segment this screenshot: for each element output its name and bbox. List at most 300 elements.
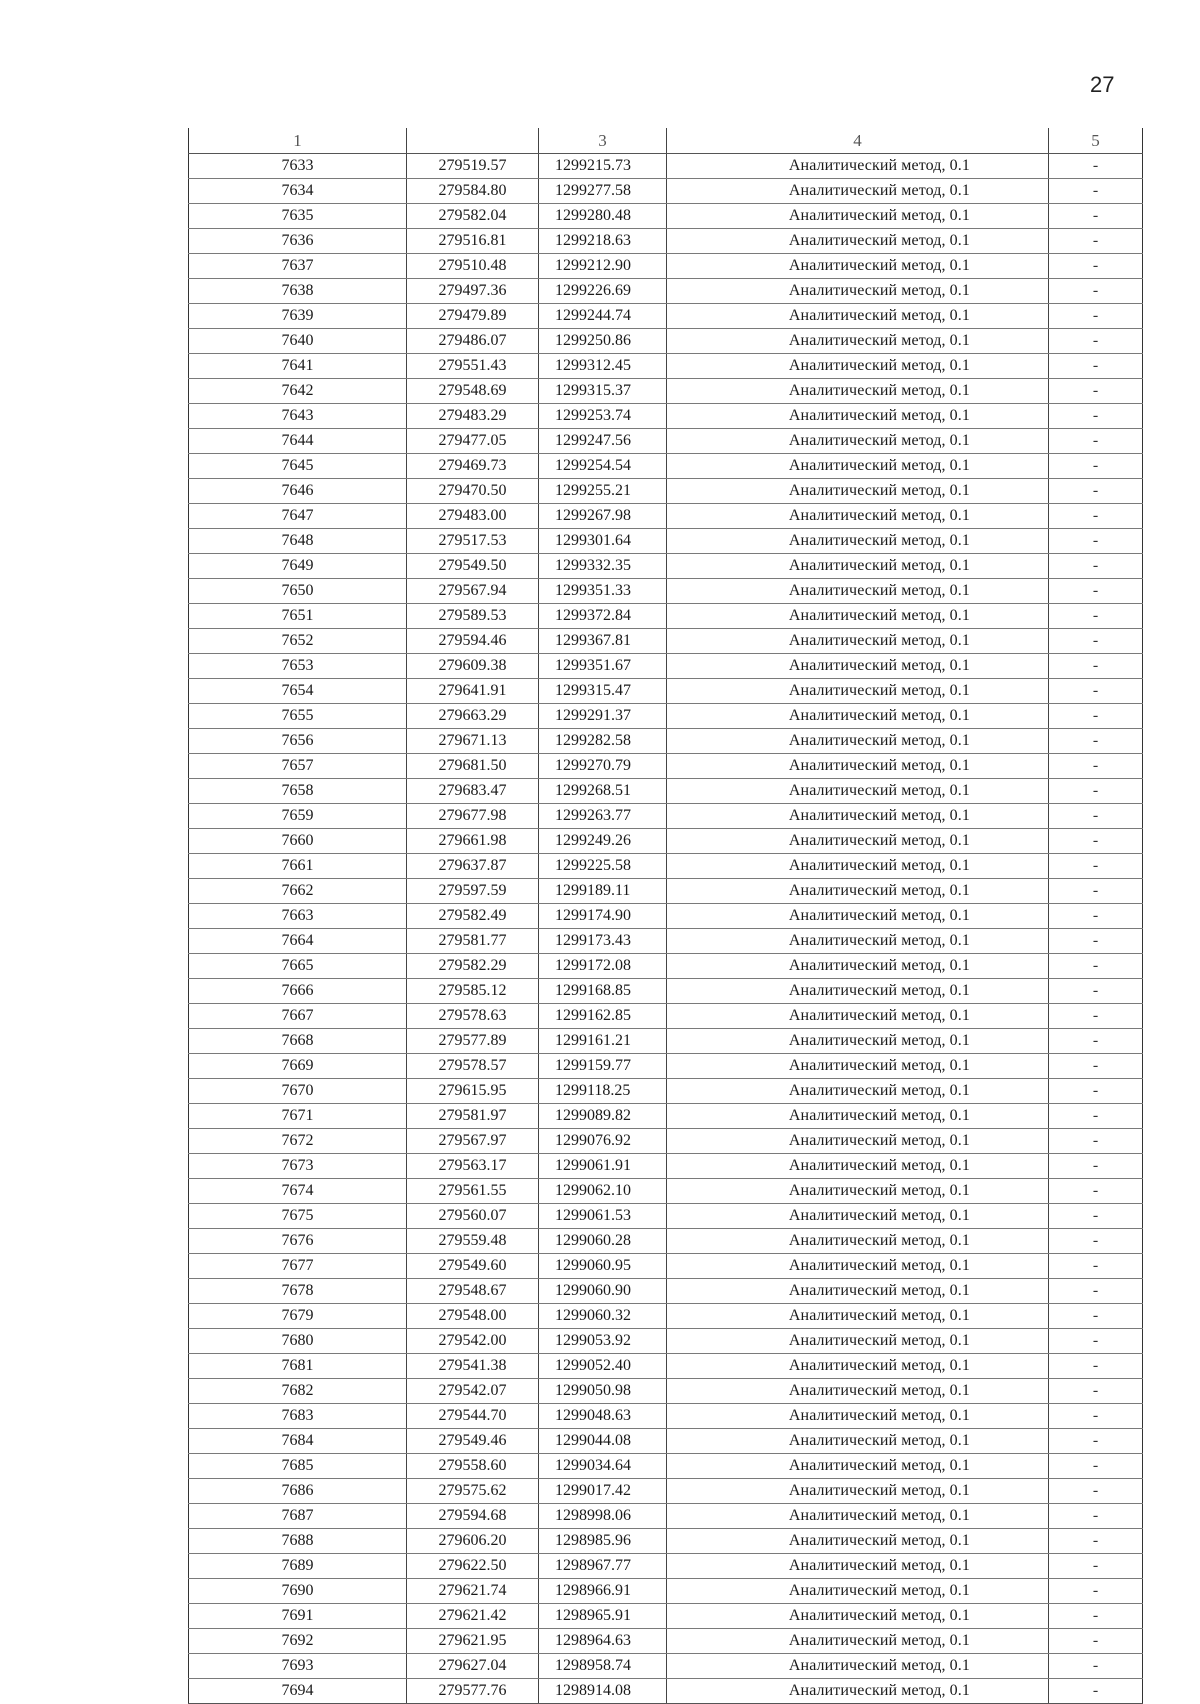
table-row (189, 1454, 1143, 1479)
note-cell: - (1049, 479, 1143, 504)
method-cell: Аналитический метод, 0.1 (667, 1329, 1049, 1354)
note-cell: - (1049, 1454, 1143, 1479)
x-coordinate-cell: 279483.00 (407, 504, 539, 529)
point-number-cell: 7649 (189, 554, 407, 579)
note-cell: - (1049, 1179, 1143, 1204)
x-coordinate-cell: 279479.89 (407, 304, 539, 329)
y-coordinate-cell: 1299060.90 (539, 1279, 667, 1304)
note-cell: - (1049, 154, 1143, 179)
method-cell: Аналитический метод, 0.1 (667, 954, 1049, 979)
point-number-cell: 7646 (189, 479, 407, 504)
header-row (189, 128, 1143, 154)
y-coordinate-cell: 1299061.53 (539, 1204, 667, 1229)
x-coordinate-cell: 279637.87 (407, 854, 539, 879)
point-number-cell: 7669 (189, 1054, 407, 1079)
point-number-cell: 7663 (189, 904, 407, 929)
y-coordinate-cell: 1299044.08 (539, 1429, 667, 1454)
y-coordinate-cell: 1299212.90 (539, 254, 667, 279)
x-coordinate-cell: 279548.69 (407, 379, 539, 404)
table-row (189, 304, 1143, 329)
note-cell: - (1049, 254, 1143, 279)
point-number-cell: 7651 (189, 604, 407, 629)
method-cell: Аналитический метод, 0.1 (667, 754, 1049, 779)
method-cell: Аналитический метод, 0.1 (667, 1054, 1049, 1079)
point-number-cell: 7639 (189, 304, 407, 329)
header-col-4: 4 (667, 128, 1049, 154)
table-row (189, 1229, 1143, 1254)
method-cell: Аналитический метод, 0.1 (667, 429, 1049, 454)
note-cell: - (1049, 529, 1143, 554)
table-row (189, 1529, 1143, 1554)
method-cell: Аналитический метод, 0.1 (667, 1379, 1049, 1404)
note-cell: - (1049, 679, 1143, 704)
table-row (189, 1204, 1143, 1229)
method-cell: Аналитический метод, 0.1 (667, 404, 1049, 429)
table-row (189, 1304, 1143, 1329)
table-body (189, 154, 1143, 1704)
note-cell: - (1049, 954, 1143, 979)
y-coordinate-cell: 1299351.67 (539, 654, 667, 679)
y-coordinate-cell: 1299218.63 (539, 229, 667, 254)
point-number-cell: 7653 (189, 654, 407, 679)
method-cell: Аналитический метод, 0.1 (667, 804, 1049, 829)
x-coordinate-cell: 279542.07 (407, 1379, 539, 1404)
table-row (189, 629, 1143, 654)
point-number-cell: 7666 (189, 979, 407, 1004)
y-coordinate-cell: 1299052.40 (539, 1354, 667, 1379)
y-coordinate-cell: 1299162.85 (539, 1004, 667, 1029)
method-cell: Аналитический метод, 0.1 (667, 1279, 1049, 1304)
y-coordinate-cell: 1299173.43 (539, 929, 667, 954)
x-coordinate-cell: 279663.29 (407, 704, 539, 729)
table-row (189, 504, 1143, 529)
note-cell: - (1049, 1304, 1143, 1329)
method-cell: Аналитический метод, 0.1 (667, 1629, 1049, 1654)
point-number-cell: 7683 (189, 1404, 407, 1429)
y-coordinate-cell: 1299076.92 (539, 1129, 667, 1154)
table-row (189, 1054, 1143, 1079)
point-number-cell: 7685 (189, 1454, 407, 1479)
y-coordinate-cell: 1299017.42 (539, 1479, 667, 1504)
point-number-cell: 7672 (189, 1129, 407, 1154)
note-cell: - (1049, 1354, 1143, 1379)
point-number-cell: 7684 (189, 1429, 407, 1454)
point-number-cell: 7676 (189, 1229, 407, 1254)
table-row (189, 1379, 1143, 1404)
point-number-cell: 7674 (189, 1179, 407, 1204)
point-number-cell: 7641 (189, 354, 407, 379)
method-cell: Аналитический метод, 0.1 (667, 354, 1049, 379)
x-coordinate-cell: 279516.81 (407, 229, 539, 254)
y-coordinate-cell: 1299060.95 (539, 1254, 667, 1279)
y-coordinate-cell: 1299048.63 (539, 1404, 667, 1429)
table-row (189, 1354, 1143, 1379)
table-row (189, 904, 1143, 929)
method-cell: Аналитический метод, 0.1 (667, 479, 1049, 504)
note-cell: - (1049, 454, 1143, 479)
method-cell: Аналитический метод, 0.1 (667, 879, 1049, 904)
page-number: 27 (1090, 72, 1115, 97)
x-coordinate-cell: 279560.07 (407, 1204, 539, 1229)
method-cell: Аналитический метод, 0.1 (667, 454, 1049, 479)
method-cell: Аналитический метод, 0.1 (667, 1104, 1049, 1129)
method-cell: Аналитический метод, 0.1 (667, 1254, 1049, 1279)
y-coordinate-cell: 1299034.64 (539, 1454, 667, 1479)
method-cell: Аналитический метод, 0.1 (667, 1304, 1049, 1329)
table-row (189, 329, 1143, 354)
table-row (189, 979, 1143, 1004)
table-row (189, 829, 1143, 854)
x-coordinate-cell: 279577.89 (407, 1029, 539, 1054)
x-coordinate-cell: 279661.98 (407, 829, 539, 854)
x-coordinate-cell: 279517.53 (407, 529, 539, 554)
method-cell: Аналитический метод, 0.1 (667, 1429, 1049, 1454)
y-coordinate-cell: 1299215.73 (539, 154, 667, 179)
note-cell: - (1049, 1604, 1143, 1629)
note-cell: - (1049, 1279, 1143, 1304)
y-coordinate-cell: 1299332.35 (539, 554, 667, 579)
table-row (189, 1329, 1143, 1354)
header-col-1: 1 (189, 128, 407, 154)
x-coordinate-cell: 279486.07 (407, 329, 539, 354)
method-cell: Аналитический метод, 0.1 (667, 604, 1049, 629)
y-coordinate-cell: 1299225.58 (539, 854, 667, 879)
note-cell: - (1049, 1104, 1143, 1129)
y-coordinate-cell: 1299315.37 (539, 379, 667, 404)
point-number-cell: 7638 (189, 279, 407, 304)
y-coordinate-cell: 1299249.26 (539, 829, 667, 854)
point-number-cell: 7645 (189, 454, 407, 479)
x-coordinate-cell: 279683.47 (407, 779, 539, 804)
x-coordinate-cell: 279582.04 (407, 204, 539, 229)
table-row (189, 354, 1143, 379)
point-number-cell: 7643 (189, 404, 407, 429)
x-coordinate-cell: 279609.38 (407, 654, 539, 679)
note-cell: - (1049, 1004, 1143, 1029)
table-row (189, 229, 1143, 254)
note-cell: - (1049, 354, 1143, 379)
x-coordinate-cell: 279510.48 (407, 254, 539, 279)
note-cell: - (1049, 329, 1143, 354)
method-cell: Аналитический метод, 0.1 (667, 229, 1049, 254)
table-row (189, 1554, 1143, 1579)
note-cell: - (1049, 1054, 1143, 1079)
note-cell: - (1049, 754, 1143, 779)
table-row (189, 1579, 1143, 1604)
table-header (189, 128, 1143, 154)
method-cell: Аналитический метод, 0.1 (667, 629, 1049, 654)
method-cell: Аналитический метод, 0.1 (667, 829, 1049, 854)
note-cell: - (1049, 1579, 1143, 1604)
method-cell: Аналитический метод, 0.1 (667, 304, 1049, 329)
note-cell: - (1049, 379, 1143, 404)
x-coordinate-cell: 279559.48 (407, 1229, 539, 1254)
point-number-cell: 7687 (189, 1504, 407, 1529)
note-cell: - (1049, 229, 1143, 254)
table-row (189, 679, 1143, 704)
y-coordinate-cell: 1299315.47 (539, 679, 667, 704)
y-coordinate-cell: 1299291.37 (539, 704, 667, 729)
method-cell: Аналитический метод, 0.1 (667, 929, 1049, 954)
y-coordinate-cell: 1299372.84 (539, 604, 667, 629)
y-coordinate-cell: 1298958.74 (539, 1654, 667, 1679)
note-cell: - (1049, 554, 1143, 579)
x-coordinate-cell: 279621.74 (407, 1579, 539, 1604)
method-cell: Аналитический метод, 0.1 (667, 779, 1049, 804)
table-row (189, 179, 1143, 204)
method-cell: Аналитический метод, 0.1 (667, 279, 1049, 304)
y-coordinate-cell: 1298965.91 (539, 1604, 667, 1629)
header-col-3: 3 (539, 128, 667, 154)
note-cell: - (1049, 779, 1143, 804)
y-coordinate-cell: 1299172.08 (539, 954, 667, 979)
y-coordinate-cell: 1299118.25 (539, 1079, 667, 1104)
method-cell: Аналитический метод, 0.1 (667, 1204, 1049, 1229)
x-coordinate-cell: 279671.13 (407, 729, 539, 754)
method-cell: Аналитический метод, 0.1 (667, 1129, 1049, 1154)
note-cell: - (1049, 1079, 1143, 1104)
y-coordinate-cell: 1299254.54 (539, 454, 667, 479)
method-cell: Аналитический метод, 0.1 (667, 154, 1049, 179)
method-cell: Аналитический метод, 0.1 (667, 204, 1049, 229)
method-cell: Аналитический метод, 0.1 (667, 704, 1049, 729)
table-row (189, 1154, 1143, 1179)
method-cell: Аналитический метод, 0.1 (667, 1004, 1049, 1029)
table-row (189, 604, 1143, 629)
table-row (189, 1129, 1143, 1154)
method-cell: Аналитический метод, 0.1 (667, 1479, 1049, 1504)
method-cell: Аналитический метод, 0.1 (667, 654, 1049, 679)
point-number-cell: 7640 (189, 329, 407, 354)
y-coordinate-cell: 1299168.85 (539, 979, 667, 1004)
note-cell: - (1049, 1254, 1143, 1279)
x-coordinate-cell: 279597.59 (407, 879, 539, 904)
note-cell: - (1049, 1554, 1143, 1579)
point-number-cell: 7648 (189, 529, 407, 554)
point-number-cell: 7660 (189, 829, 407, 854)
point-number-cell: 7634 (189, 179, 407, 204)
point-number-cell: 7659 (189, 804, 407, 829)
point-number-cell: 7633 (189, 154, 407, 179)
point-number-cell: 7655 (189, 704, 407, 729)
x-coordinate-cell: 279497.36 (407, 279, 539, 304)
point-number-cell: 7671 (189, 1104, 407, 1129)
point-number-cell: 7689 (189, 1554, 407, 1579)
point-number-cell: 7657 (189, 754, 407, 779)
note-cell: - (1049, 904, 1143, 929)
table-row (189, 1479, 1143, 1504)
y-coordinate-cell: 1299367.81 (539, 629, 667, 654)
note-cell: - (1049, 979, 1143, 1004)
y-coordinate-cell: 1298967.77 (539, 1554, 667, 1579)
method-cell: Аналитический метод, 0.1 (667, 1679, 1049, 1704)
note-cell: - (1049, 1629, 1143, 1654)
table-row (189, 254, 1143, 279)
table-row (189, 1179, 1143, 1204)
x-coordinate-cell: 279549.50 (407, 554, 539, 579)
point-number-cell: 7670 (189, 1079, 407, 1104)
table-row (189, 379, 1143, 404)
y-coordinate-cell: 1299280.48 (539, 204, 667, 229)
note-cell: - (1049, 1379, 1143, 1404)
point-number-cell: 7682 (189, 1379, 407, 1404)
table-row (189, 729, 1143, 754)
note-cell: - (1049, 929, 1143, 954)
note-cell: - (1049, 1404, 1143, 1429)
method-cell: Аналитический метод, 0.1 (667, 1079, 1049, 1104)
y-coordinate-cell: 1299250.86 (539, 329, 667, 354)
table-row (189, 404, 1143, 429)
table-row (189, 1429, 1143, 1454)
x-coordinate-cell: 279627.04 (407, 1654, 539, 1679)
y-coordinate-cell: 1299277.58 (539, 179, 667, 204)
table-row (189, 754, 1143, 779)
method-cell: Аналитический метод, 0.1 (667, 1454, 1049, 1479)
y-coordinate-cell: 1299060.32 (539, 1304, 667, 1329)
table-row (189, 854, 1143, 879)
table-row (189, 204, 1143, 229)
x-coordinate-cell: 279563.17 (407, 1154, 539, 1179)
method-cell: Аналитический метод, 0.1 (667, 254, 1049, 279)
table-row (189, 1004, 1143, 1029)
point-number-cell: 7661 (189, 854, 407, 879)
method-cell: Аналитический метод, 0.1 (667, 379, 1049, 404)
y-coordinate-cell: 1298964.63 (539, 1629, 667, 1654)
note-cell: - (1049, 1654, 1143, 1679)
method-cell: Аналитический метод, 0.1 (667, 1154, 1049, 1179)
x-coordinate-cell: 279581.77 (407, 929, 539, 954)
note-cell: - (1049, 579, 1143, 604)
y-coordinate-cell: 1299268.51 (539, 779, 667, 804)
y-coordinate-cell: 1299282.58 (539, 729, 667, 754)
note-cell: - (1049, 1429, 1143, 1454)
x-coordinate-cell: 279567.97 (407, 1129, 539, 1154)
point-number-cell: 7677 (189, 1254, 407, 1279)
x-coordinate-cell: 279519.57 (407, 154, 539, 179)
y-coordinate-cell: 1299226.69 (539, 279, 667, 304)
y-coordinate-cell: 1299351.33 (539, 579, 667, 604)
x-coordinate-cell: 279621.42 (407, 1604, 539, 1629)
note-cell: - (1049, 279, 1143, 304)
y-coordinate-cell: 1299050.98 (539, 1379, 667, 1404)
point-number-cell: 7679 (189, 1304, 407, 1329)
table-row (189, 479, 1143, 504)
point-number-cell: 7644 (189, 429, 407, 454)
point-number-cell: 7680 (189, 1329, 407, 1354)
y-coordinate-cell: 1299312.45 (539, 354, 667, 379)
method-cell: Аналитический метод, 0.1 (667, 979, 1049, 1004)
table-row (189, 554, 1143, 579)
point-number-cell: 7690 (189, 1579, 407, 1604)
table-row (189, 1504, 1143, 1529)
table-row (189, 954, 1143, 979)
point-number-cell: 7642 (189, 379, 407, 404)
note-cell: - (1049, 854, 1143, 879)
x-coordinate-cell: 279483.29 (407, 404, 539, 429)
y-coordinate-cell: 1299159.77 (539, 1054, 667, 1079)
point-number-cell: 7650 (189, 579, 407, 604)
method-cell: Аналитический метод, 0.1 (667, 1354, 1049, 1379)
point-number-cell: 7681 (189, 1354, 407, 1379)
x-coordinate-cell: 279641.91 (407, 679, 539, 704)
note-cell: - (1049, 204, 1143, 229)
x-coordinate-cell: 279477.05 (407, 429, 539, 454)
coordinates-table (188, 128, 1143, 1704)
table-row (189, 1104, 1143, 1129)
x-coordinate-cell: 279548.00 (407, 1304, 539, 1329)
y-coordinate-cell: 1298966.91 (539, 1579, 667, 1604)
x-coordinate-cell: 279551.43 (407, 354, 539, 379)
method-cell: Аналитический метод, 0.1 (667, 1579, 1049, 1604)
y-coordinate-cell: 1299255.21 (539, 479, 667, 504)
table-row (189, 654, 1143, 679)
x-coordinate-cell: 279567.94 (407, 579, 539, 604)
table-row (189, 779, 1143, 804)
method-cell: Аналитический метод, 0.1 (667, 904, 1049, 929)
y-coordinate-cell: 1298985.96 (539, 1529, 667, 1554)
x-coordinate-cell: 279582.49 (407, 904, 539, 929)
note-cell: - (1049, 1154, 1143, 1179)
x-coordinate-cell: 279615.95 (407, 1079, 539, 1104)
x-coordinate-cell: 279548.67 (407, 1279, 539, 1304)
method-cell: Аналитический метод, 0.1 (667, 1029, 1049, 1054)
x-coordinate-cell: 279549.60 (407, 1254, 539, 1279)
y-coordinate-cell: 1299189.11 (539, 879, 667, 904)
method-cell: Аналитический метод, 0.1 (667, 329, 1049, 354)
y-coordinate-cell: 1299053.92 (539, 1329, 667, 1354)
method-cell: Аналитический метод, 0.1 (667, 1529, 1049, 1554)
point-number-cell: 7667 (189, 1004, 407, 1029)
table-row (189, 454, 1143, 479)
x-coordinate-cell: 279577.76 (407, 1679, 539, 1704)
method-cell: Аналитический метод, 0.1 (667, 1554, 1049, 1579)
x-coordinate-cell: 279558.60 (407, 1454, 539, 1479)
point-number-cell: 7637 (189, 254, 407, 279)
table-row (189, 1254, 1143, 1279)
x-coordinate-cell: 279582.29 (407, 954, 539, 979)
point-number-cell: 7662 (189, 879, 407, 904)
note-cell: - (1049, 1479, 1143, 1504)
y-coordinate-cell: 1299263.77 (539, 804, 667, 829)
point-number-cell: 7678 (189, 1279, 407, 1304)
table-row (189, 1404, 1143, 1429)
note-cell: - (1049, 304, 1143, 329)
x-coordinate-cell: 279578.63 (407, 1004, 539, 1029)
x-coordinate-cell: 279575.62 (407, 1479, 539, 1504)
y-coordinate-cell: 1299062.10 (539, 1179, 667, 1204)
method-cell: Аналитический метод, 0.1 (667, 529, 1049, 554)
x-coordinate-cell: 279542.00 (407, 1329, 539, 1354)
table-row (189, 704, 1143, 729)
note-cell: - (1049, 504, 1143, 529)
point-number-cell: 7656 (189, 729, 407, 754)
method-cell: Аналитический метод, 0.1 (667, 554, 1049, 579)
coordinates-table-container (188, 128, 1142, 1704)
x-coordinate-cell: 279541.38 (407, 1354, 539, 1379)
x-coordinate-cell: 279549.46 (407, 1429, 539, 1454)
note-cell: - (1049, 1204, 1143, 1229)
point-number-cell: 7694 (189, 1679, 407, 1704)
x-coordinate-cell: 279561.55 (407, 1179, 539, 1204)
method-cell: Аналитический метод, 0.1 (667, 1229, 1049, 1254)
y-coordinate-cell: 1298998.06 (539, 1504, 667, 1529)
table-row (189, 1679, 1143, 1704)
note-cell: - (1049, 1129, 1143, 1154)
table-row (189, 279, 1143, 304)
point-number-cell: 7688 (189, 1529, 407, 1554)
method-cell: Аналитический метод, 0.1 (667, 1404, 1049, 1429)
x-coordinate-cell: 279544.70 (407, 1404, 539, 1429)
